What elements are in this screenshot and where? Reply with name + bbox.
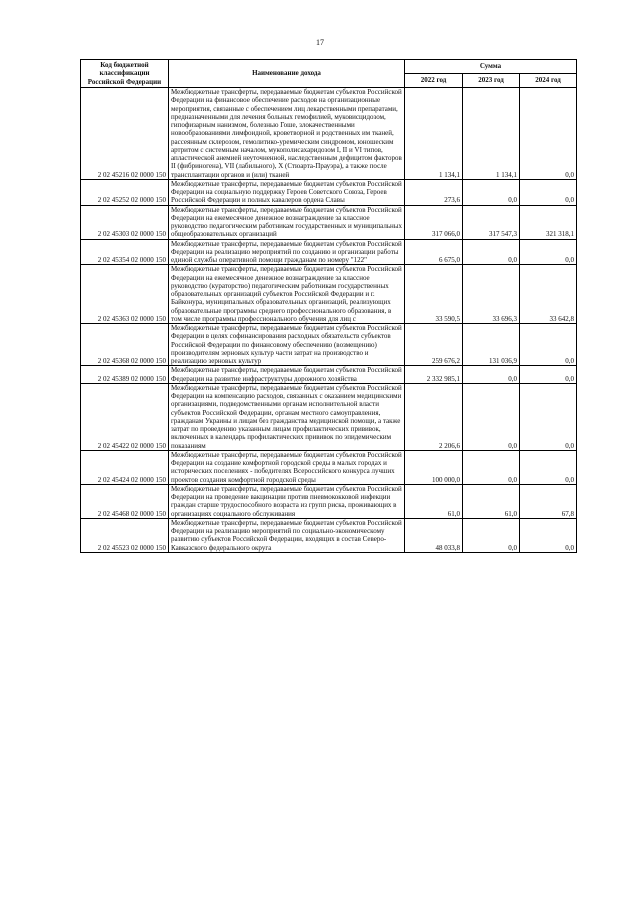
row-name: Межбюджетные трансферты, передаваемые бюджетам субъектов Российской Федерации на компенсацию расходов, связанных с оказанием медицинскими организациями, подведомственными органам исполнительной власти субъектов Российской Федерации, органам местного самоуправления, гражданам Украины и лицам без гражданства медицинской помощи, а также затрат по проведению указанным лицам профилактических прививок, включенных в календарь профилактических прививок по эпидемическим показаниям xyxy=(169,383,405,450)
row-value-2024: 321 318,1 xyxy=(520,205,577,239)
row-code: 2 02 45252 02 0000 150 xyxy=(81,179,169,205)
table-row xyxy=(81,205,577,239)
row-name: Межбюджетные трансферты, передаваемые бюджетам субъектов Российской Федерации на реализацию мероприятий по созданию и организации работы единой службы оперативной помощи гражданам по номеру "122" xyxy=(169,239,405,265)
row-name: Межбюджетные трансферты, передаваемые бюджетам субъектов Российской Федерации на социальную поддержку Героев Советского Союза, Героев Российской Федерации и полных кавалеров ордена Славы xyxy=(169,179,405,205)
table-row xyxy=(81,450,577,484)
row-name: Межбюджетные трансферты, передаваемые бюджетам субъектов Российской Федерации на проведение вакцинации против пневмококковой инфекции граждан старше трудоспособного возраста из групп риска, проживающих в организациях социального обслуживания xyxy=(169,484,405,518)
table-row xyxy=(81,518,577,552)
row-code: 2 02 45368 02 0000 150 xyxy=(81,324,169,366)
row-name: Межбюджетные трансферты, передаваемые бюджетам субъектов Российской Федерации на реализацию мероприятий по социально-экономическому развитию субъектов Российской Федерации, входящих в состав Северо-Кавказского федерального округа xyxy=(169,518,405,552)
header-year-2024: 2024 год xyxy=(520,74,577,88)
row-name: Межбюджетные трансферты, передаваемые бюджетам субъектов Российской Федерации на финансовое обеспечение расходов на организационные мероприятия, связанные с обеспечением лиц лекарственными препаратами, предназначенными для лечения больных гемофилией, муковисцидозом, гипофизарным нанизмом, болезнью Гоше, злокачественными новообразованиями лимфоидной, кроветворной и родственных им тканей, рассеянным склерозом, гемолитико-уремическим синдромом, юношеским артритом с системным началом, мукополисахаридозом I, II и VI типов, апластической анемией неуточненной, наследственным дефицитом факторов II (фибриногена), VII (лабильного), X (Стюарта-Прауэра), а также после трансплантации органов и (или) тканей xyxy=(169,88,405,180)
row-code: 2 02 45468 02 0000 150 xyxy=(81,484,169,518)
row-name: Межбюджетные трансферты, передаваемые бюджетам субъектов Российской Федерации на создание комфортной городской среды в малых городах и исторических поселениях - победителях Всероссийского конкурса лучших проектов создания комфортной городской среды xyxy=(169,450,405,484)
row-name: Межбюджетные трансферты, передаваемые бюджетам субъектов Российской Федерации на развитие инфраструктуры дорожного хозяйства xyxy=(169,366,405,384)
row-value-2023: 1 134,1 xyxy=(463,88,520,180)
row-value-2024: 0,0 xyxy=(520,239,577,265)
row-code: 2 02 45422 02 0000 150 xyxy=(81,383,169,450)
row-value-2022: 6 675,0 xyxy=(405,239,463,265)
header-year-2023: 2023 год xyxy=(463,74,520,88)
row-value-2023: 0,0 xyxy=(463,239,520,265)
row-value-2022: 2 206,6 xyxy=(405,383,463,450)
table-row xyxy=(81,239,577,265)
row-code: 2 02 45389 02 0000 150 xyxy=(81,366,169,384)
row-value-2022: 2 332 985,1 xyxy=(405,366,463,384)
row-code: 2 02 45216 02 0000 150 xyxy=(81,88,169,180)
row-value-2024: 0,0 xyxy=(520,518,577,552)
table-header xyxy=(81,60,577,88)
row-value-2024: 0,0 xyxy=(520,450,577,484)
table-row xyxy=(81,484,577,518)
row-value-2023: 317 547,3 xyxy=(463,205,520,239)
row-value-2022: 317 066,0 xyxy=(405,205,463,239)
row-value-2022: 273,6 xyxy=(405,179,463,205)
income-table xyxy=(80,59,577,553)
row-value-2023: 33 696,3 xyxy=(463,265,520,324)
row-value-2022: 33 590,5 xyxy=(405,265,463,324)
row-name: Межбюджетные трансферты, передаваемые бюджетам субъектов Российской Федерации на ежемесячное денежное вознаграждение за классное руководство педагогическим работникам государственных и муниципальных общеобразовательных организаций xyxy=(169,205,405,239)
row-value-2023: 131 036,9 xyxy=(463,324,520,366)
header-code: Код бюджетной классификации Российской Федерации xyxy=(81,60,169,88)
row-name: Межбюджетные трансферты, передаваемые бюджетам субъектов Российской Федерации в целях софинансирования расходных обязательств субъектов Российской Федерации по финансовому обеспечению (возмещению) производителям зерновых культур части затрат на производство и реализацию зерновых культур xyxy=(169,324,405,366)
row-value-2024: 0,0 xyxy=(520,179,577,205)
header-sum: Сумма xyxy=(405,60,577,74)
row-value-2022: 61,0 xyxy=(405,484,463,518)
row-code: 2 02 45354 02 0000 150 xyxy=(81,239,169,265)
table-row xyxy=(81,324,577,366)
row-value-2023: 0,0 xyxy=(463,518,520,552)
row-value-2023: 0,0 xyxy=(463,450,520,484)
row-value-2024: 0,0 xyxy=(520,383,577,450)
row-value-2024: 33 642,8 xyxy=(520,265,577,324)
row-value-2023: 0,0 xyxy=(463,179,520,205)
row-code: 2 02 45424 02 0000 150 xyxy=(81,450,169,484)
row-value-2022: 259 676,2 xyxy=(405,324,463,366)
table-body xyxy=(81,88,577,553)
row-value-2024: 0,0 xyxy=(520,88,577,180)
row-code: 2 02 45363 02 0000 150 xyxy=(81,265,169,324)
row-value-2022: 1 134,1 xyxy=(405,88,463,180)
header-name: Наименование дохода xyxy=(169,60,405,88)
row-value-2022: 100 000,0 xyxy=(405,450,463,484)
row-value-2023: 0,0 xyxy=(463,383,520,450)
table-row xyxy=(81,383,577,450)
row-value-2023: 61,0 xyxy=(463,484,520,518)
row-name: Межбюджетные трансферты, передаваемые бюджетам субъектов Российской Федерации на ежемесячное денежное вознаграждение за классное руководство (кураторство) педагогическим работникам государственных образовательных организаций субъектов Российской Федерации и г. Байконура, муниципальных образовательных организаций, реализующих образовательные программы среднего профессионального образования, в том числе программы профессионального обучения для лиц с xyxy=(169,265,405,324)
row-code: 2 02 45523 02 0000 150 xyxy=(81,518,169,552)
header-year-2022: 2022 год xyxy=(405,74,463,88)
page-number: 17 xyxy=(316,38,324,47)
table-row xyxy=(81,179,577,205)
row-value-2024: 0,0 xyxy=(520,366,577,384)
table-row xyxy=(81,88,577,180)
table-row xyxy=(81,366,577,384)
row-code: 2 02 45303 02 0000 150 xyxy=(81,205,169,239)
row-value-2024: 0,0 xyxy=(520,324,577,366)
row-value-2022: 48 033,8 xyxy=(405,518,463,552)
row-value-2024: 67,8 xyxy=(520,484,577,518)
table-row xyxy=(81,265,577,324)
row-value-2023: 0,0 xyxy=(463,366,520,384)
